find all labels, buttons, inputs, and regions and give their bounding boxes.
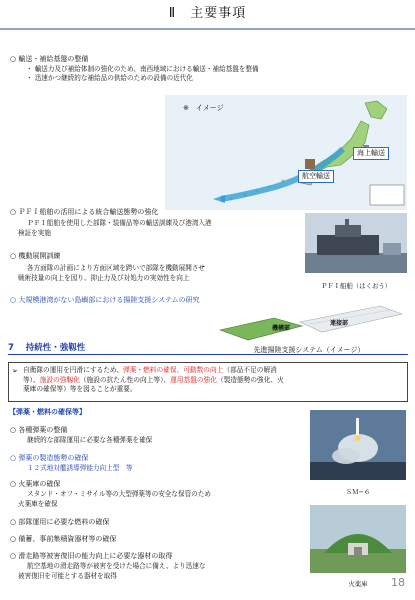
label-connector: 連接部 xyxy=(330,320,349,327)
pfi-line2: 検証を実施 xyxy=(18,229,51,237)
pfi-heading: ○ ＰＦＩ船舶の活用による統合輸送態勢の強化 xyxy=(10,208,159,216)
ammo-item-line: 航空基地の滑走路等が被害を受けた場合に備え、より迅速な xyxy=(27,562,206,570)
sm6-photo xyxy=(310,410,406,480)
magazine-illustration xyxy=(310,505,406,573)
ammo-item-heading: ○ 備蓄、事前集積資器材等の確保 xyxy=(10,535,117,543)
landing-system-image xyxy=(210,300,406,344)
mobile-line1: 各方面隊の計画により方面区域を跨いで部隊を機動展開させ xyxy=(27,264,206,272)
ammo-tag: 【弾薬・燃料の確保等】 xyxy=(9,408,86,416)
arrow-icon: ➢ xyxy=(12,367,18,375)
ammo-item-line: １２式地対艦誘導弾能力向上型 等 xyxy=(27,464,133,472)
section7-underline xyxy=(8,354,408,355)
missile-launch-illustration xyxy=(310,410,406,480)
ammo-item-heading: ○ 部隊運用に必要な燃料の確保 xyxy=(10,518,110,526)
ship-illustration xyxy=(305,213,407,273)
section7-title: 7 持続性・強靱性 xyxy=(8,343,86,353)
air-transport-label: 航空輸送 xyxy=(298,170,334,183)
mobile-line2: 戦術技量の向上を図り、抑止力及び対処力の実効性を向上 xyxy=(18,274,190,282)
section1-item: ・ 輸送力及び補給体制の強化のため、南西地域における輸送・補給基盤を整備 xyxy=(26,65,259,73)
summary-text: 自衛隊の運用を円滑にするため、弾薬・燃料の確保、可動数の向上（部品不足の解消 等）、施設の強靱化（施設の抗たん性の向上等）、運用基盤の強化（製造態勢の強化、火 薬庫の確保等）等を図ることが重要。 xyxy=(23,366,284,394)
sm6-caption: ＳＭ−６ xyxy=(345,488,371,496)
section1-item: ・ 迅速かつ継続的な補給品の供給のための設備の近代化 xyxy=(26,74,193,82)
image-note: ※ イメージ xyxy=(183,104,224,112)
ammo-item-heading: ○ 滑走路等被害復旧の能力向上に必要な器材の取得 xyxy=(10,552,173,560)
landing-system-illustration xyxy=(210,300,406,344)
page-number: 18 xyxy=(391,575,405,589)
mobile-heading: ○ 機動展開訓練 xyxy=(10,252,61,260)
landing-caption: 先進揚陸支援システム（イメージ） xyxy=(253,346,365,354)
section1-heading: ○ 輸送・補給基盤の整備 xyxy=(10,55,89,63)
ammo-item-heading: ○ 弾薬の製造態勢の確保 xyxy=(10,454,89,462)
pfi-caption: ＰＦＩ船舶（はくおう） xyxy=(320,282,392,290)
magazine-photo xyxy=(310,505,406,573)
pfi-ship-photo xyxy=(305,213,407,273)
pfi-line1: ＰＦＩ船舶を使用した部隊・装備品等の輸送訓練及び港湾入港 xyxy=(27,219,212,227)
ammo-item-heading: ○ 火薬庫の確保 xyxy=(10,480,61,488)
ammo-item-line: スタンド・オフ・ミサイル等の大型弾薬等の安全な保管のため xyxy=(27,490,211,498)
ammo-item-line: 被害復旧を可能とする器材を取得 xyxy=(18,572,117,580)
magazine-caption: 火薬庫 xyxy=(348,580,368,588)
ammo-item-line: 継続的な部隊運用に必要な各種弾薬を確保 xyxy=(27,436,153,444)
page-title: Ⅱ 主要事項 xyxy=(168,6,247,21)
landing-heading: ○ 大規模港湾がない島嶼部における揚陸支援システムの研究 xyxy=(10,296,200,304)
summary-box xyxy=(8,362,408,402)
sea-transport-label: 海上輸送 xyxy=(353,147,389,160)
ammo-item-line: 火薬庫を確保 xyxy=(18,500,58,508)
label-mechanism: 機構部 xyxy=(272,325,291,332)
ammo-item-heading: ○ 各種弾薬の整備 xyxy=(10,426,68,434)
